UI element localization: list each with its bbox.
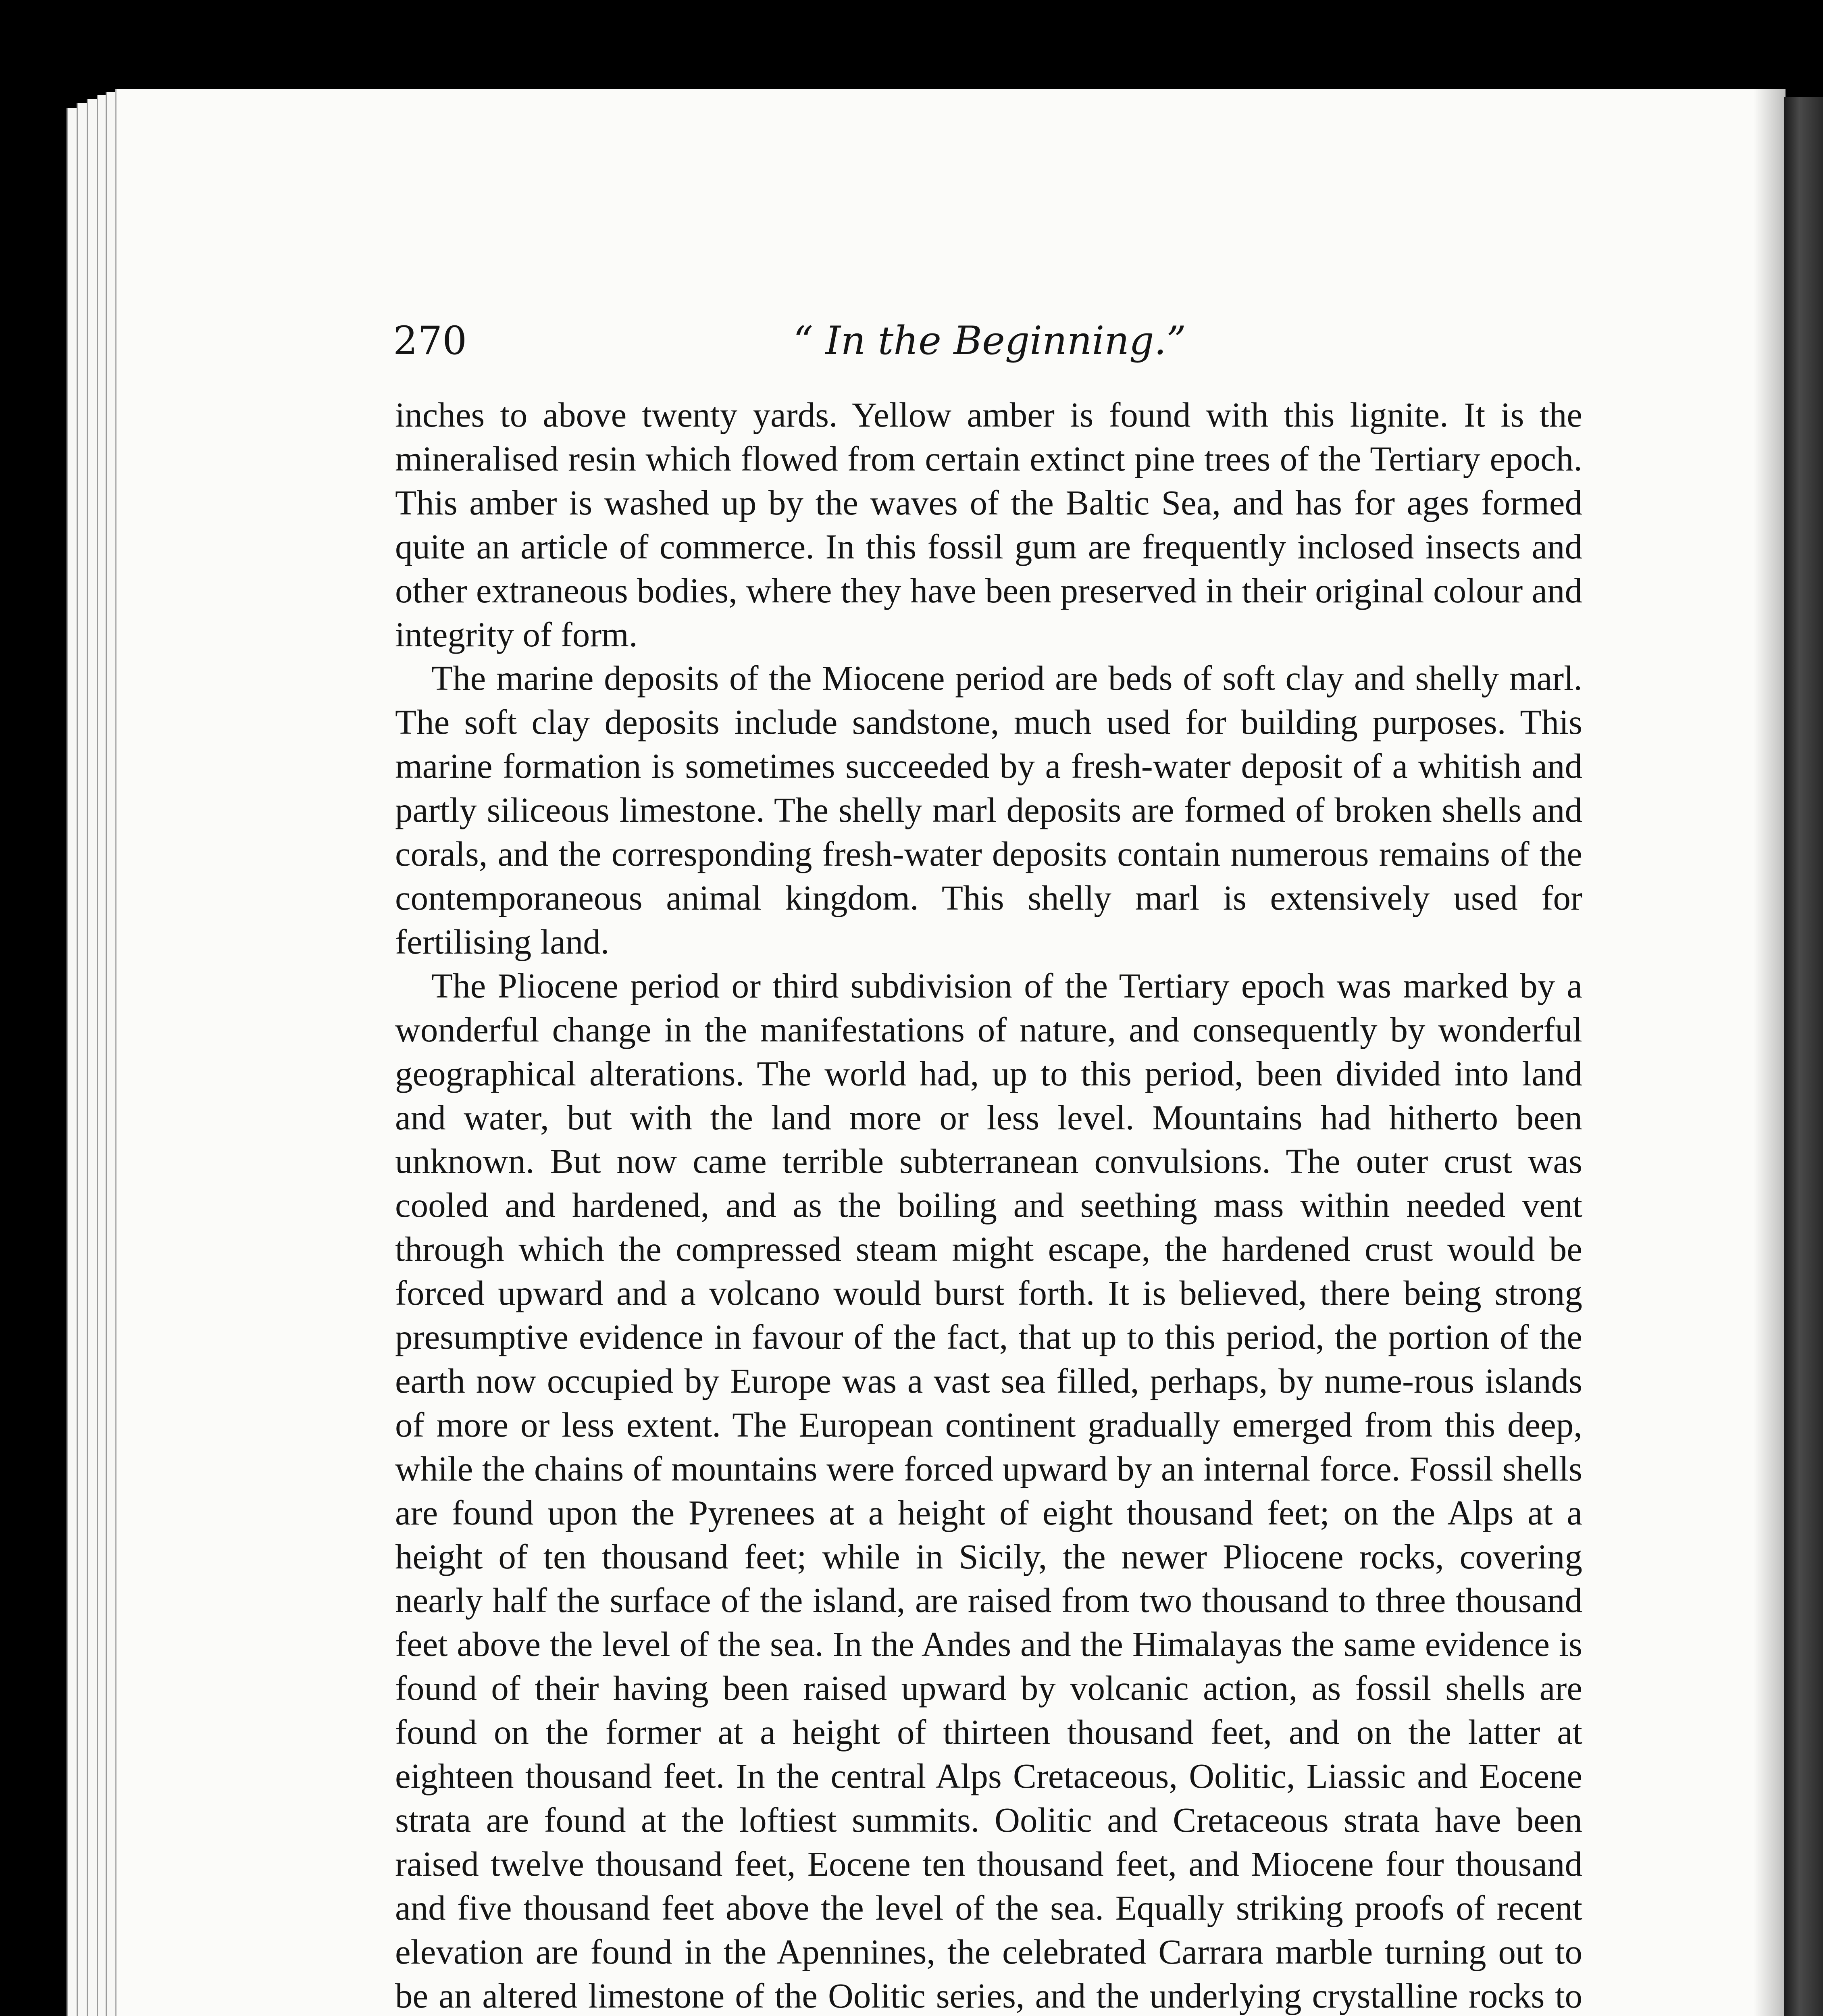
page-gutter-shadow (1754, 89, 1786, 2016)
running-title: “ In the Beginning.” (793, 318, 1186, 363)
body-text (395, 393, 1582, 2016)
paragraph: inches to above twenty yards. Yellow amber is found with this lignite. It is the mineralised resin which flowed from certain extinct pine trees of the Tertiary epoch. This amber is washed up by the waves of the Baltic Sea, and has for ages formed quite an article of commerce. In this fossil gum are frequently inclosed insects and other extraneous bodies, where they have been preserved in their original colour and integrity of form. (395, 395, 1582, 654)
paragraph: The marine deposits of the Miocene period are beds of soft clay and shelly marl. The soft clay deposits include sandstone, much used for building purposes. This marine formation is sometimes succeeded by a fresh-water deposit of a whitish and partly siliceous limestone. The shelly marl deposits are formed of broken shells and corals, and the corresponding fresh-water deposits contain numerous remains of the contemporaneous animal kingdom. This shelly marl is extensively used for fertilising land. (395, 658, 1582, 961)
page-header (393, 314, 1586, 367)
page-number: 270 (393, 318, 467, 363)
paragraph: The Pliocene period or third subdivision of the Tertiary epoch was marked by a wonderful change in the manifestations of nature, and consequently by wonderful geographical alterations. The world had, up to this period, been divided into land and water, but with the land more or less level. Mountains had hitherto been unknown. But now came terrible subterranean convulsions. The outer crust was cooled and hardened, and as the boiling and seething mass within needed vent through which the compressed steam might escape, the hardened crust would be forced upward and a volcano would burst forth. It is believed, there being strong presumptive evidence in favour of the fact, that up to this period, the portion of the earth now occupied by Europe was a vast sea filled, perhaps, by nume-rous islands of more or less extent. The European continent gradually emerged from this deep, while the chains of mountains were forced upward by an internal force. Fossil shells are found upon the Pyrenees at a height of eight thousand feet; on the Alps at a height of ten thousand feet; while in Sicily, the newer Pliocene rocks, covering nearly half the surface of the island, are raised from two thousand to three thousand feet above the level of the sea. In the Andes and the Himalayas the same evidence is found of their having been raised upward by volcanic action, as fossil shells are found on the former at a height of thirteen thousand feet, and on the latter at eighteen thousand feet. In the central Alps Cretaceous, Oolitic, Liassic and Eocene strata are found at the loftiest summits. Oolitic and Cretaceous strata have been raised twelve thousand feet, Eocene ten thousand feet, and Miocene four thousand and five thousand feet above the level of the sea. Equally striking proofs of recent elevation are found in the Apennines, the celebrated Carrara marble turning out to be an altered limestone of the Oolitic series, and the underlying crystalline rocks to (395, 966, 1582, 2015)
binding-edge (1784, 97, 1823, 2016)
